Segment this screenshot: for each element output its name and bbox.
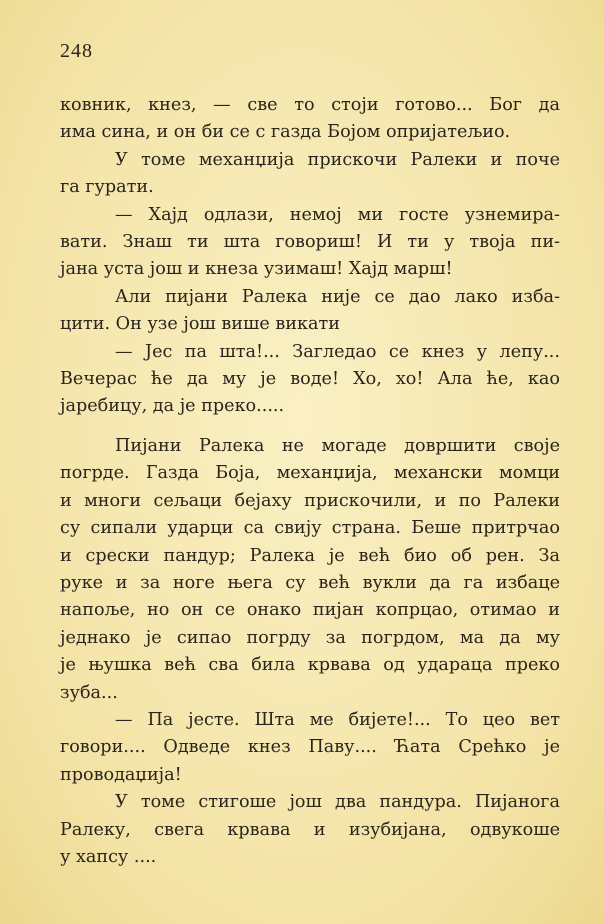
text-line: — Јес па шта!... Загледао се кнез у лепу... [115,341,560,362]
text-line: проводаџија! [60,764,182,785]
page-number: 248 [60,40,93,62]
text-line: — Па јесте. Шта ме бијете!... То цео вет [115,709,560,730]
text-line: ковник, кнез, — све то стоји готово... Бог да [60,95,560,115]
text-line: У томе стигоше још два пандура. Пијанога [115,792,560,813]
text-line: говори.... Одведе кнез Паву.... Ћата Срећко је [60,737,560,758]
text-line: га гурати. [60,177,154,198]
text-line: и среcки пандур; Ралека је већ био об рен. За [60,545,560,566]
text-line: Али пијани Ралека није се дао лако изба- [115,286,560,307]
text-line: Пијани Ралека не могаде довршити своје [115,435,560,456]
text-line: напоље, но он се онако пијан копрцао, отимао и [60,600,560,621]
text-line: цити. Он узе још више викати [60,314,340,335]
text-line: има сина, и он би се с газда Бојом опријатељио. [60,122,511,143]
text-line: — Хајд одлази, немој ми госте узнемира- [115,204,560,225]
text-line: и многи сељаци бејаху прискочили, и по Ралеки [60,490,560,511]
text-line: је њушка већ сва била крвава од ударaца преко [60,655,560,676]
text-line: руке и за ноге њега су већ вукли да га избаце [60,572,560,593]
text-line: Вечерас ће да му је воде! Хо, хо! Ала ће, као [60,369,560,390]
text-line: у хапсу .... [60,846,157,867]
text-line: јана уста још и кнеза узимаш! Хајд марш! [60,259,453,280]
text-line: су сипали ударци са свију страна. Беше притрчао [60,518,560,539]
body-text [60,92,560,871]
paragraph-gap [60,421,560,433]
text-line: вати. Знаш ти шта говориш! И ти у твоја пи- [60,232,560,253]
text-line: Ралеку, свега крвава и изубијана, одвукоше [60,819,560,840]
text-line: У томе механџија прискочи Ралеки и поче [115,149,560,170]
text-line: једнако је сипао погрду за погрдом, ма да му [60,627,560,648]
text-line: погрде. Газда Боја, механџија, механски момци [60,463,560,484]
text-line: јаребицу, да је преко..... [60,396,285,417]
text-line: зуба... [60,682,118,703]
